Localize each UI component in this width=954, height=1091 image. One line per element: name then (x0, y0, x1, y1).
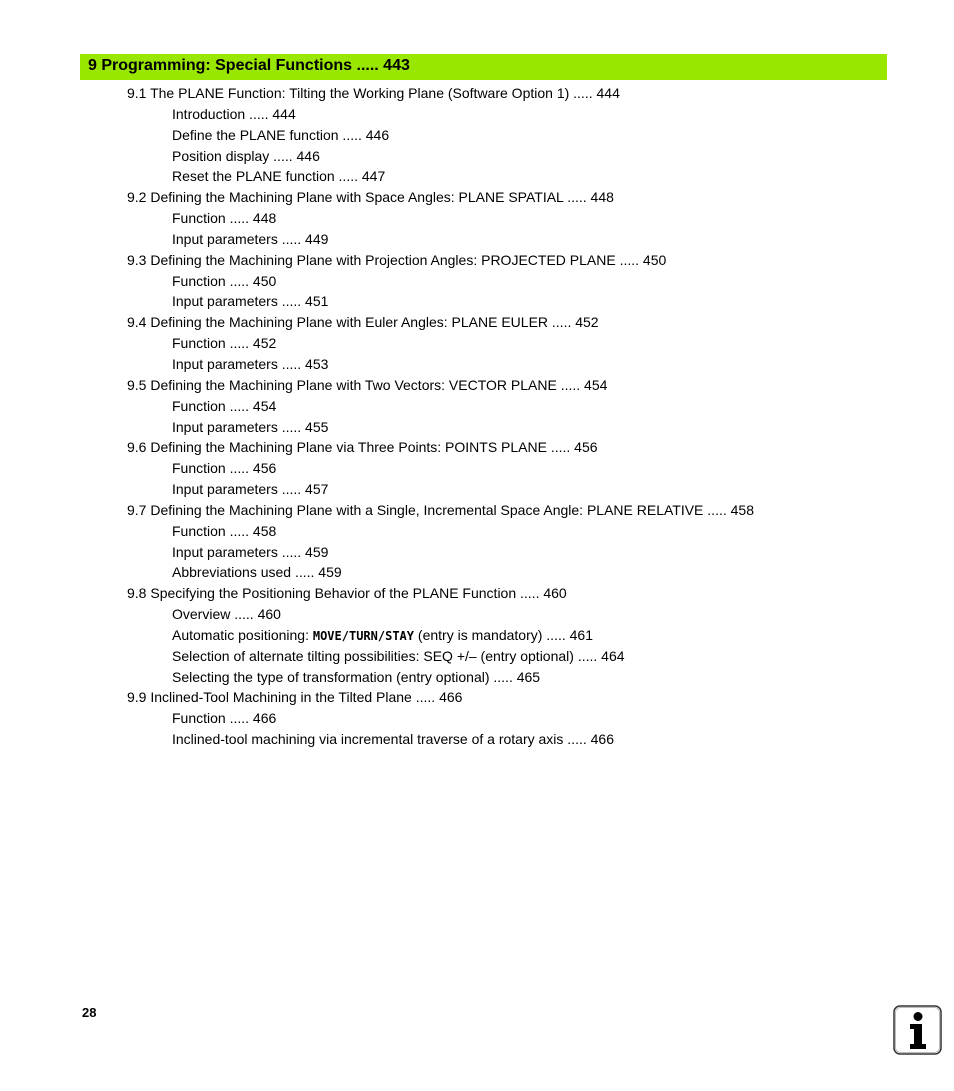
toc-entry-input-parameters[interactable]: Input parameters ..... 451 (172, 293, 329, 310)
toc-section-9-9[interactable]: 9.9 Inclined-Tool Machining in the Tilted Plane ..... 466 (127, 689, 463, 706)
toc-entry-function[interactable]: Function ..... 456 (172, 460, 277, 477)
toc-entry-input-parameters[interactable]: Input parameters ..... 453 (172, 355, 329, 372)
page-number: 28 (82, 1005, 97, 1020)
info-icon (893, 1005, 942, 1055)
toc-entry-function[interactable]: Function ..... 450 (172, 272, 277, 289)
entry-text: Automatic positioning: (172, 626, 313, 643)
table-of-contents (0, 83, 954, 750)
toc-entry-introduction[interactable]: Introduction ..... 444 (172, 105, 296, 122)
toc-section-9-6[interactable]: 9.6 Defining the Machining Plane via Three Points: POINTS PLANE ..... 456 (127, 439, 598, 456)
toc-entry-position-display[interactable]: Position display ..... 446 (172, 147, 320, 164)
toc-entry-transformation-type[interactable]: Selecting the type of transformation (entry optional) ..... 465 (172, 668, 541, 685)
toc-entry-overview[interactable]: Overview ..... 460 (172, 606, 281, 623)
toc-entry-inclined-tool-machining[interactable]: Inclined-tool machining via incremental traverse of a rotary axis ..... 466 (172, 731, 614, 748)
toc-entry-function[interactable]: Function ..... 466 (172, 710, 277, 727)
toc-entry-alternate-tilting[interactable]: Selection of alternate tilting possibilities: SEQ +/– (entry optional) ..... 464 (172, 647, 625, 664)
toc-entry-input-parameters[interactable]: Input parameters ..... 455 (172, 418, 329, 435)
toc-entry-reset-plane-function[interactable]: Reset the PLANE function ..... 447 (172, 168, 386, 185)
toc-entry-define-plane-function[interactable]: Define the PLANE function ..... 446 (172, 126, 390, 143)
toc-entry-automatic-positioning[interactable] (0, 625, 954, 646)
toc-entry-function[interactable]: Function ..... 448 (172, 210, 277, 227)
toc-section-9-1[interactable]: 9.1 The PLANE Function: Tilting the Working Plane (Software Option 1) ..... 444 (127, 85, 620, 101)
toc-section-9-2[interactable]: 9.2 Defining the Machining Plane with Space Angles: PLANE SPATIAL ..... 448 (127, 189, 614, 206)
toc-section-9-5[interactable]: 9.5 Defining the Machining Plane with Two Vectors: VECTOR PLANE ..... 454 (127, 376, 608, 393)
toc-entry-input-parameters[interactable]: Input parameters ..... 457 (172, 481, 329, 498)
toc-entry-function[interactable]: Function ..... 452 (172, 335, 277, 352)
toc-entry-function[interactable]: Function ..... 458 (172, 522, 277, 539)
toc-entry-input-parameters[interactable]: Input parameters ..... 449 (172, 230, 329, 247)
code-keyword: MOVE/TURN/STAY (312, 628, 415, 643)
toc-section-9-7[interactable]: 9.7 Defining the Machining Plane with a Single, Incremental Space Angle: PLANE RELATIVE ..... 458 (127, 501, 754, 518)
chapter-title: 9 Programming: Special Functions ..... 443 (88, 57, 410, 74)
toc-entry-function[interactable]: Function ..... 454 (172, 397, 277, 414)
toc-section-9-3[interactable]: 9.3 Defining the Machining Plane with Projection Angles: PROJECTED PLANE ..... 450 (127, 251, 667, 268)
entry-text: (entry is mandatory) ..... 461 (414, 626, 593, 643)
chapter-heading-bar (80, 54, 887, 80)
toc-section-9-8[interactable]: 9.8 Specifying the Positioning Behavior of the PLANE Function ..... 460 (127, 585, 567, 602)
toc-section-9-4[interactable]: 9.4 Defining the Machining Plane with Euler Angles: PLANE EULER ..... 452 (127, 314, 599, 331)
toc-entry-input-parameters[interactable]: Input parameters ..... 459 (172, 543, 329, 560)
toc-entry-abbreviations-used[interactable]: Abbreviations used ..... 459 (172, 564, 342, 581)
